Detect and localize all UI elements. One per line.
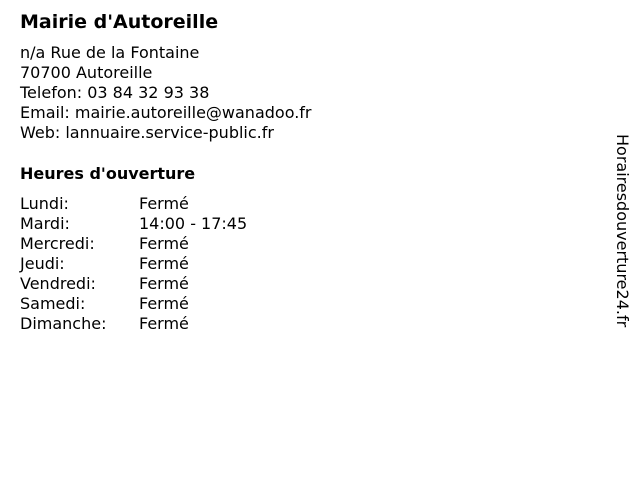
day-label: Lundi: <box>20 194 69 213</box>
city-line: 70700 Autoreille <box>20 63 153 82</box>
day-label: Mardi: <box>20 214 70 233</box>
phone-line: Telefon: 03 84 32 93 38 <box>20 83 210 102</box>
day-label: Vendredi: <box>20 274 96 293</box>
day-hours: Fermé <box>139 254 189 273</box>
day-label: Mercredi: <box>20 234 95 253</box>
web-line: Web: lannuaire.service-public.fr <box>20 123 274 142</box>
day-hours: Fermé <box>139 194 189 213</box>
address-block <box>20 43 312 143</box>
street-line: n/a Rue de la Fontaine <box>20 43 200 62</box>
day-hours: Fermé <box>139 274 189 293</box>
day-label: Dimanche: <box>20 314 107 333</box>
day-hours: Fermé <box>139 234 189 253</box>
email-line: Email: mairie.autoreille@wanadoo.fr <box>20 103 312 122</box>
site-watermark: Horairesdouverture24.fr <box>613 134 632 328</box>
day-hours: Fermé <box>139 314 189 333</box>
hours-heading: Heures d'ouverture <box>20 164 196 183</box>
day-hours: 14:00 - 17:45 <box>139 214 248 233</box>
day-hours: Fermé <box>139 294 189 313</box>
page-title: Mairie d'Autoreille <box>20 11 219 33</box>
day-label: Samedi: <box>20 294 86 313</box>
day-label: Jeudi: <box>20 254 65 273</box>
